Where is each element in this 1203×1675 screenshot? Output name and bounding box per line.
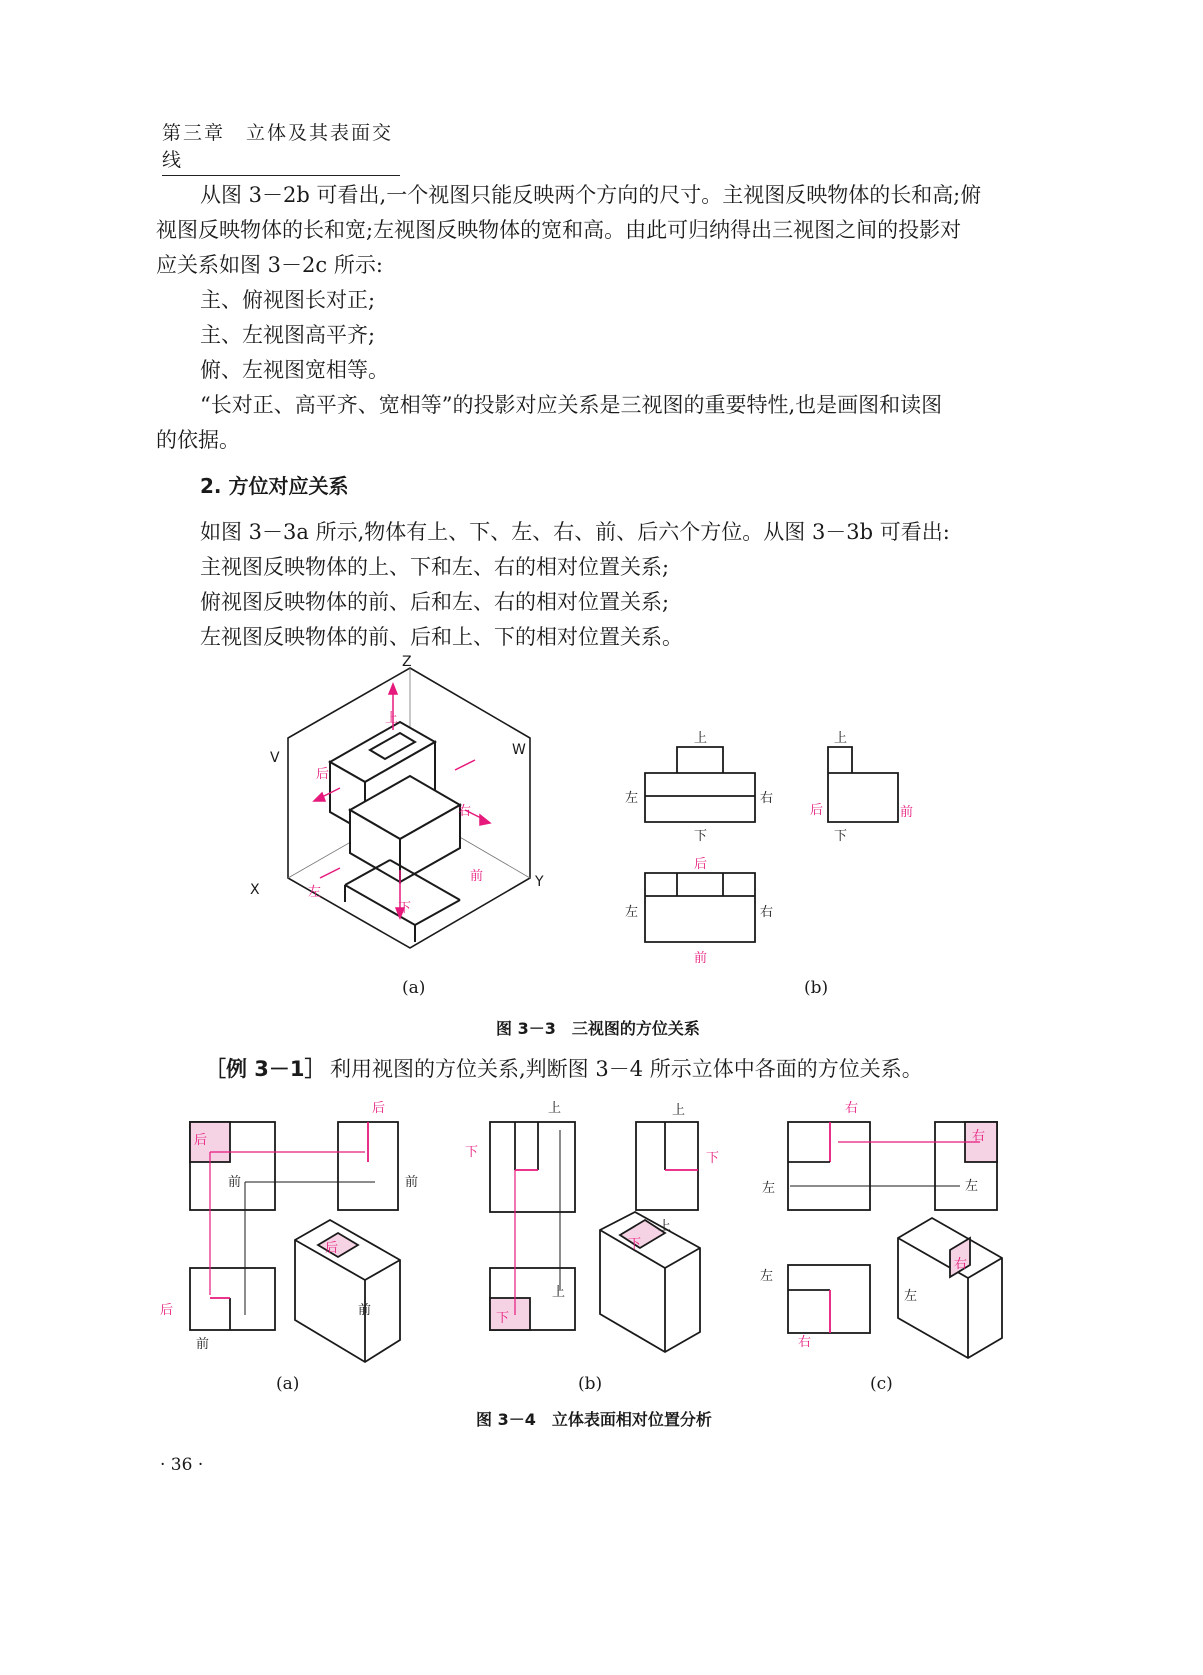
- paragraph-1-line-2: 视图反映物体的长和宽;左视图反映物体的宽和高。由此可归纳得出三视图之间的投影对: [156, 218, 962, 242]
- fig34b-up-label: 上: [548, 1101, 562, 1116]
- paragraph-1-line-3: 应关系如图 3－2c 所示:: [156, 253, 383, 277]
- fig34b-side-up-label: 上: [672, 1103, 686, 1118]
- axis-x-label: X: [250, 882, 260, 898]
- relation-front-view: 主视图反映物体的上、下和左、右的相对位置关系;: [200, 555, 670, 579]
- section-heading: 2. 方位对应关系: [200, 474, 349, 498]
- front-left-label: 左: [625, 791, 639, 806]
- fig34c-iso-right-label: 右: [954, 1257, 968, 1272]
- top-right-label: 右: [760, 905, 774, 920]
- iso-back-label: 后: [316, 767, 330, 782]
- rule-long-aligned: 主、俯视图长对正;: [200, 288, 376, 312]
- fig34c-left-label: 左: [762, 1181, 776, 1196]
- side-back-label: 后: [810, 803, 824, 818]
- side-down-label: 下: [834, 829, 848, 844]
- example-text: 利用视图的方位关系,判断图 3－4 所示立体中各面的方位关系。: [330, 1057, 923, 1081]
- fig34b-side-down-label: 下: [706, 1151, 720, 1166]
- top-front-label: 前: [694, 951, 708, 966]
- fig34c-side-left-label: 左: [965, 1179, 979, 1194]
- plane-w-label: W: [512, 742, 526, 758]
- example-label: ［例 3－1］: [205, 1057, 326, 1081]
- side-front-label: 前: [900, 805, 914, 820]
- fig34a-front-label: 前: [228, 1175, 242, 1190]
- fig34-caption: 图 3－4 立体表面相对位置分析: [476, 1410, 712, 1429]
- figure-3-3: [230, 650, 970, 980]
- page-number: · 36 ·: [160, 1455, 204, 1475]
- fig33-sub-a: (a): [402, 978, 426, 998]
- fig34a-top-back-label: 后: [160, 1303, 174, 1318]
- fig34-sub-b: (b): [578, 1374, 603, 1394]
- iso-front-label: 前: [470, 869, 484, 884]
- front-right-label: 右: [760, 791, 774, 806]
- fig34a-top-front-label: 前: [196, 1337, 210, 1352]
- fig34b-top-down-label: 下: [496, 1311, 510, 1326]
- chapter-header: 第三章 立体及其表面交线: [162, 118, 400, 176]
- top-back-label: 后: [694, 857, 708, 872]
- fig34b-iso-up-label: 上: [658, 1219, 672, 1234]
- front-up-label: 上: [694, 731, 708, 746]
- isometric-object: [330, 722, 460, 942]
- plane-v-label: V: [270, 750, 280, 766]
- front-view: [645, 747, 755, 822]
- fig34c-side-right-label: 右: [972, 1129, 986, 1144]
- paragraph-2-line-2: 的依据。: [156, 428, 240, 452]
- relation-left-view: 左视图反映物体的前、后和上、下的相对位置关系。: [200, 625, 683, 649]
- fig34-a: [190, 1122, 400, 1362]
- axis-z-label: Z: [402, 654, 412, 670]
- fig34a-iso-back-label: 后: [325, 1241, 339, 1256]
- fig33-sub-b: (b): [804, 978, 829, 998]
- paragraph-2-line-1: “长对正、高平齐、宽相等”的投影对应关系是三视图的重要特性,也是画图和读图: [200, 393, 943, 417]
- iso-left-label: 左: [308, 885, 322, 900]
- fig34-c: [788, 1122, 1002, 1358]
- iso-right-label: 右: [458, 804, 472, 819]
- top-view: [645, 873, 755, 942]
- fig34c-right-label: 右: [845, 1101, 859, 1116]
- fig34-sub-a: (a): [276, 1374, 300, 1394]
- relation-top-view: 俯视图反映物体的前、后和左、右的相对位置关系;: [200, 590, 670, 614]
- side-view: [828, 747, 898, 822]
- fig34-sub-c: (c): [870, 1374, 893, 1394]
- fig34a-side-back-label: 后: [372, 1101, 386, 1116]
- top-left-label: 左: [625, 905, 639, 920]
- paragraph-1-line-1: 从图 3－2b 可看出,一个视图只能反映两个方向的尺寸。主视图反映物体的长和高;俯: [200, 183, 982, 207]
- fig34-b: [490, 1122, 700, 1352]
- fig34c-iso-left-label: 左: [904, 1289, 918, 1304]
- fig34a-side-front-label: 前: [405, 1175, 419, 1190]
- fig33-caption: 图 3－3 三视图的方位关系: [496, 1019, 700, 1038]
- rule-height-level: 主、左视图高平齐;: [200, 323, 376, 347]
- fig34c-top-left-label: 左: [760, 1269, 774, 1284]
- fig34b-down-label: 下: [465, 1145, 479, 1160]
- axis-y-label: Y: [535, 874, 544, 890]
- fig34b-top-up-label: 上: [552, 1285, 566, 1300]
- figure-3-4: [160, 1100, 1080, 1370]
- fig34a-back-label: 后: [194, 1133, 208, 1148]
- paragraph-3-line-1: 如图 3－3a 所示,物体有上、下、左、右、前、后六个方位。从图 3－3b 可看出:: [200, 520, 950, 544]
- fig34b-iso-down-label: 下: [628, 1237, 642, 1252]
- side-up-label: 上: [834, 731, 848, 746]
- rule-width-equal: 俯、左视图宽相等。: [200, 358, 389, 382]
- front-down-label: 下: [694, 829, 708, 844]
- iso-down-label: 下: [398, 901, 412, 916]
- fig34a-iso-front-label: 前: [358, 1303, 372, 1318]
- iso-up-label: 上: [385, 711, 399, 726]
- fig34c-top-right-label: 右: [798, 1335, 812, 1350]
